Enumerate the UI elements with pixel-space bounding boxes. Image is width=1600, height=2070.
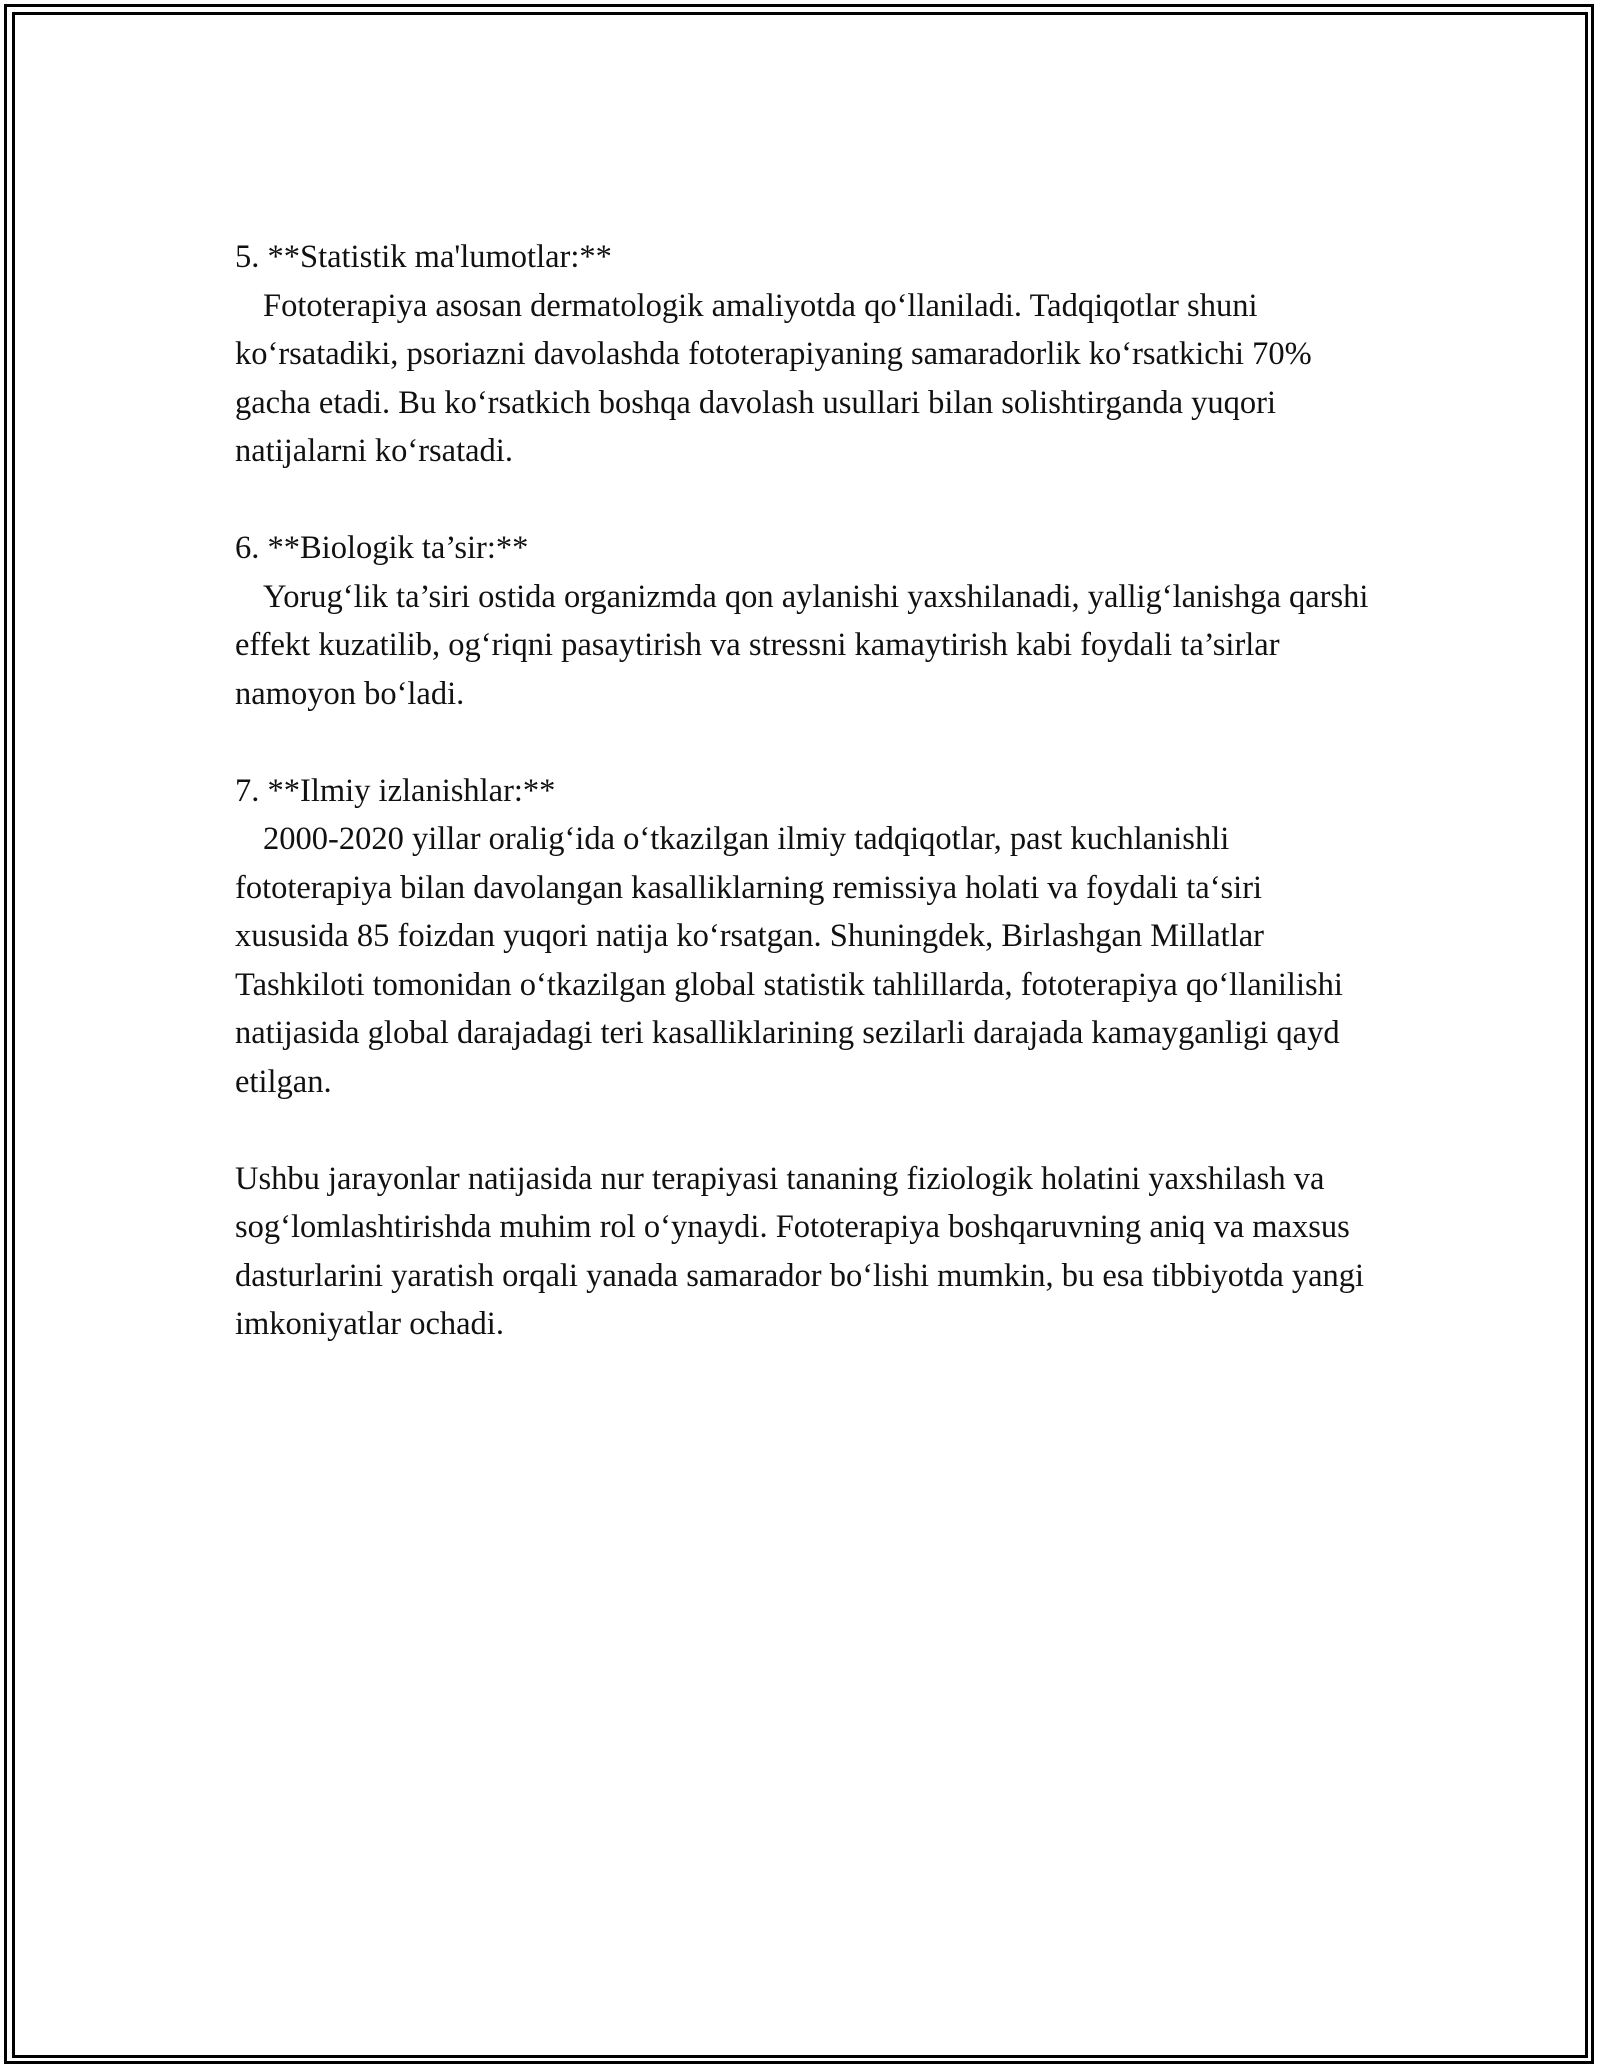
document-body <box>235 233 1380 1349</box>
section-heading: 6. **Biologik ta’sir:** <box>235 530 529 566</box>
section-heading: 7. **Ilmiy izlanishlar:** <box>235 772 556 809</box>
section-scientific-research <box>235 767 1380 1107</box>
closing-paragraph: Ushbu jarayonlar natijasida nur terapiyasi tananing fiziologik holatini yaxshilash va sog‘lomlashtirishda muhim rol o‘ynaydi. Fototerapiya boshqaruvning aniq va maxsus dasturlarini yaratish orqali yanada samarador bo‘lishi mumkin, bu esa tibbiyotda yangi imkoniyatlar ochadi. <box>235 1160 1365 1342</box>
section-heading: 5. **Statistik ma'lumotlar:** <box>235 239 612 275</box>
section-statistics <box>235 233 1380 476</box>
section-paragraph: Fototerapiya asosan dermatologik amaliyotda qo‘llaniladi. Tadqiqotlar shuni ko‘rsatadiki, psoriazni davolashda fototerapiyaning samaradorlik ko‘rsatkichi 70% gacha etadi. Bu ko‘rsatkich boshqa davolash usullari bilan solishtirganda yuqori natijalarni ko‘rsatadi. <box>235 287 1312 469</box>
section-paragraph: Yorug‘lik ta’siri ostida organizmda qon aylanishi yaxshilanadi, yallig‘lanishga qarshi effekt kuzatilib, og‘riqni pasaytirish va stressni kamaytirish kabi foydali ta’sirlar namoyon bo‘ladi. <box>235 578 1369 712</box>
section-biological-effect <box>235 524 1380 718</box>
section-paragraph: 2000-2020 yillar oralig‘ida o‘tkazilgan ilmiy tadqiqotlar, past kuchlanishli fototerapiya bilan davolangan kasalliklarning remissiya holati va foydali ta‘siri xususida 85 foizdan yuqori natija ko‘rsatgan. Shuningdek, Birlashgan Millatlar Tashkiloti tomonidan o‘tkazilgan global statistik tahlillarda, fototerapiya qo‘llanilishi natijasida global darajadagi teri kasalliklarining sezilarli darajada kamayganligi qayd etilgan. <box>235 821 1343 1100</box>
